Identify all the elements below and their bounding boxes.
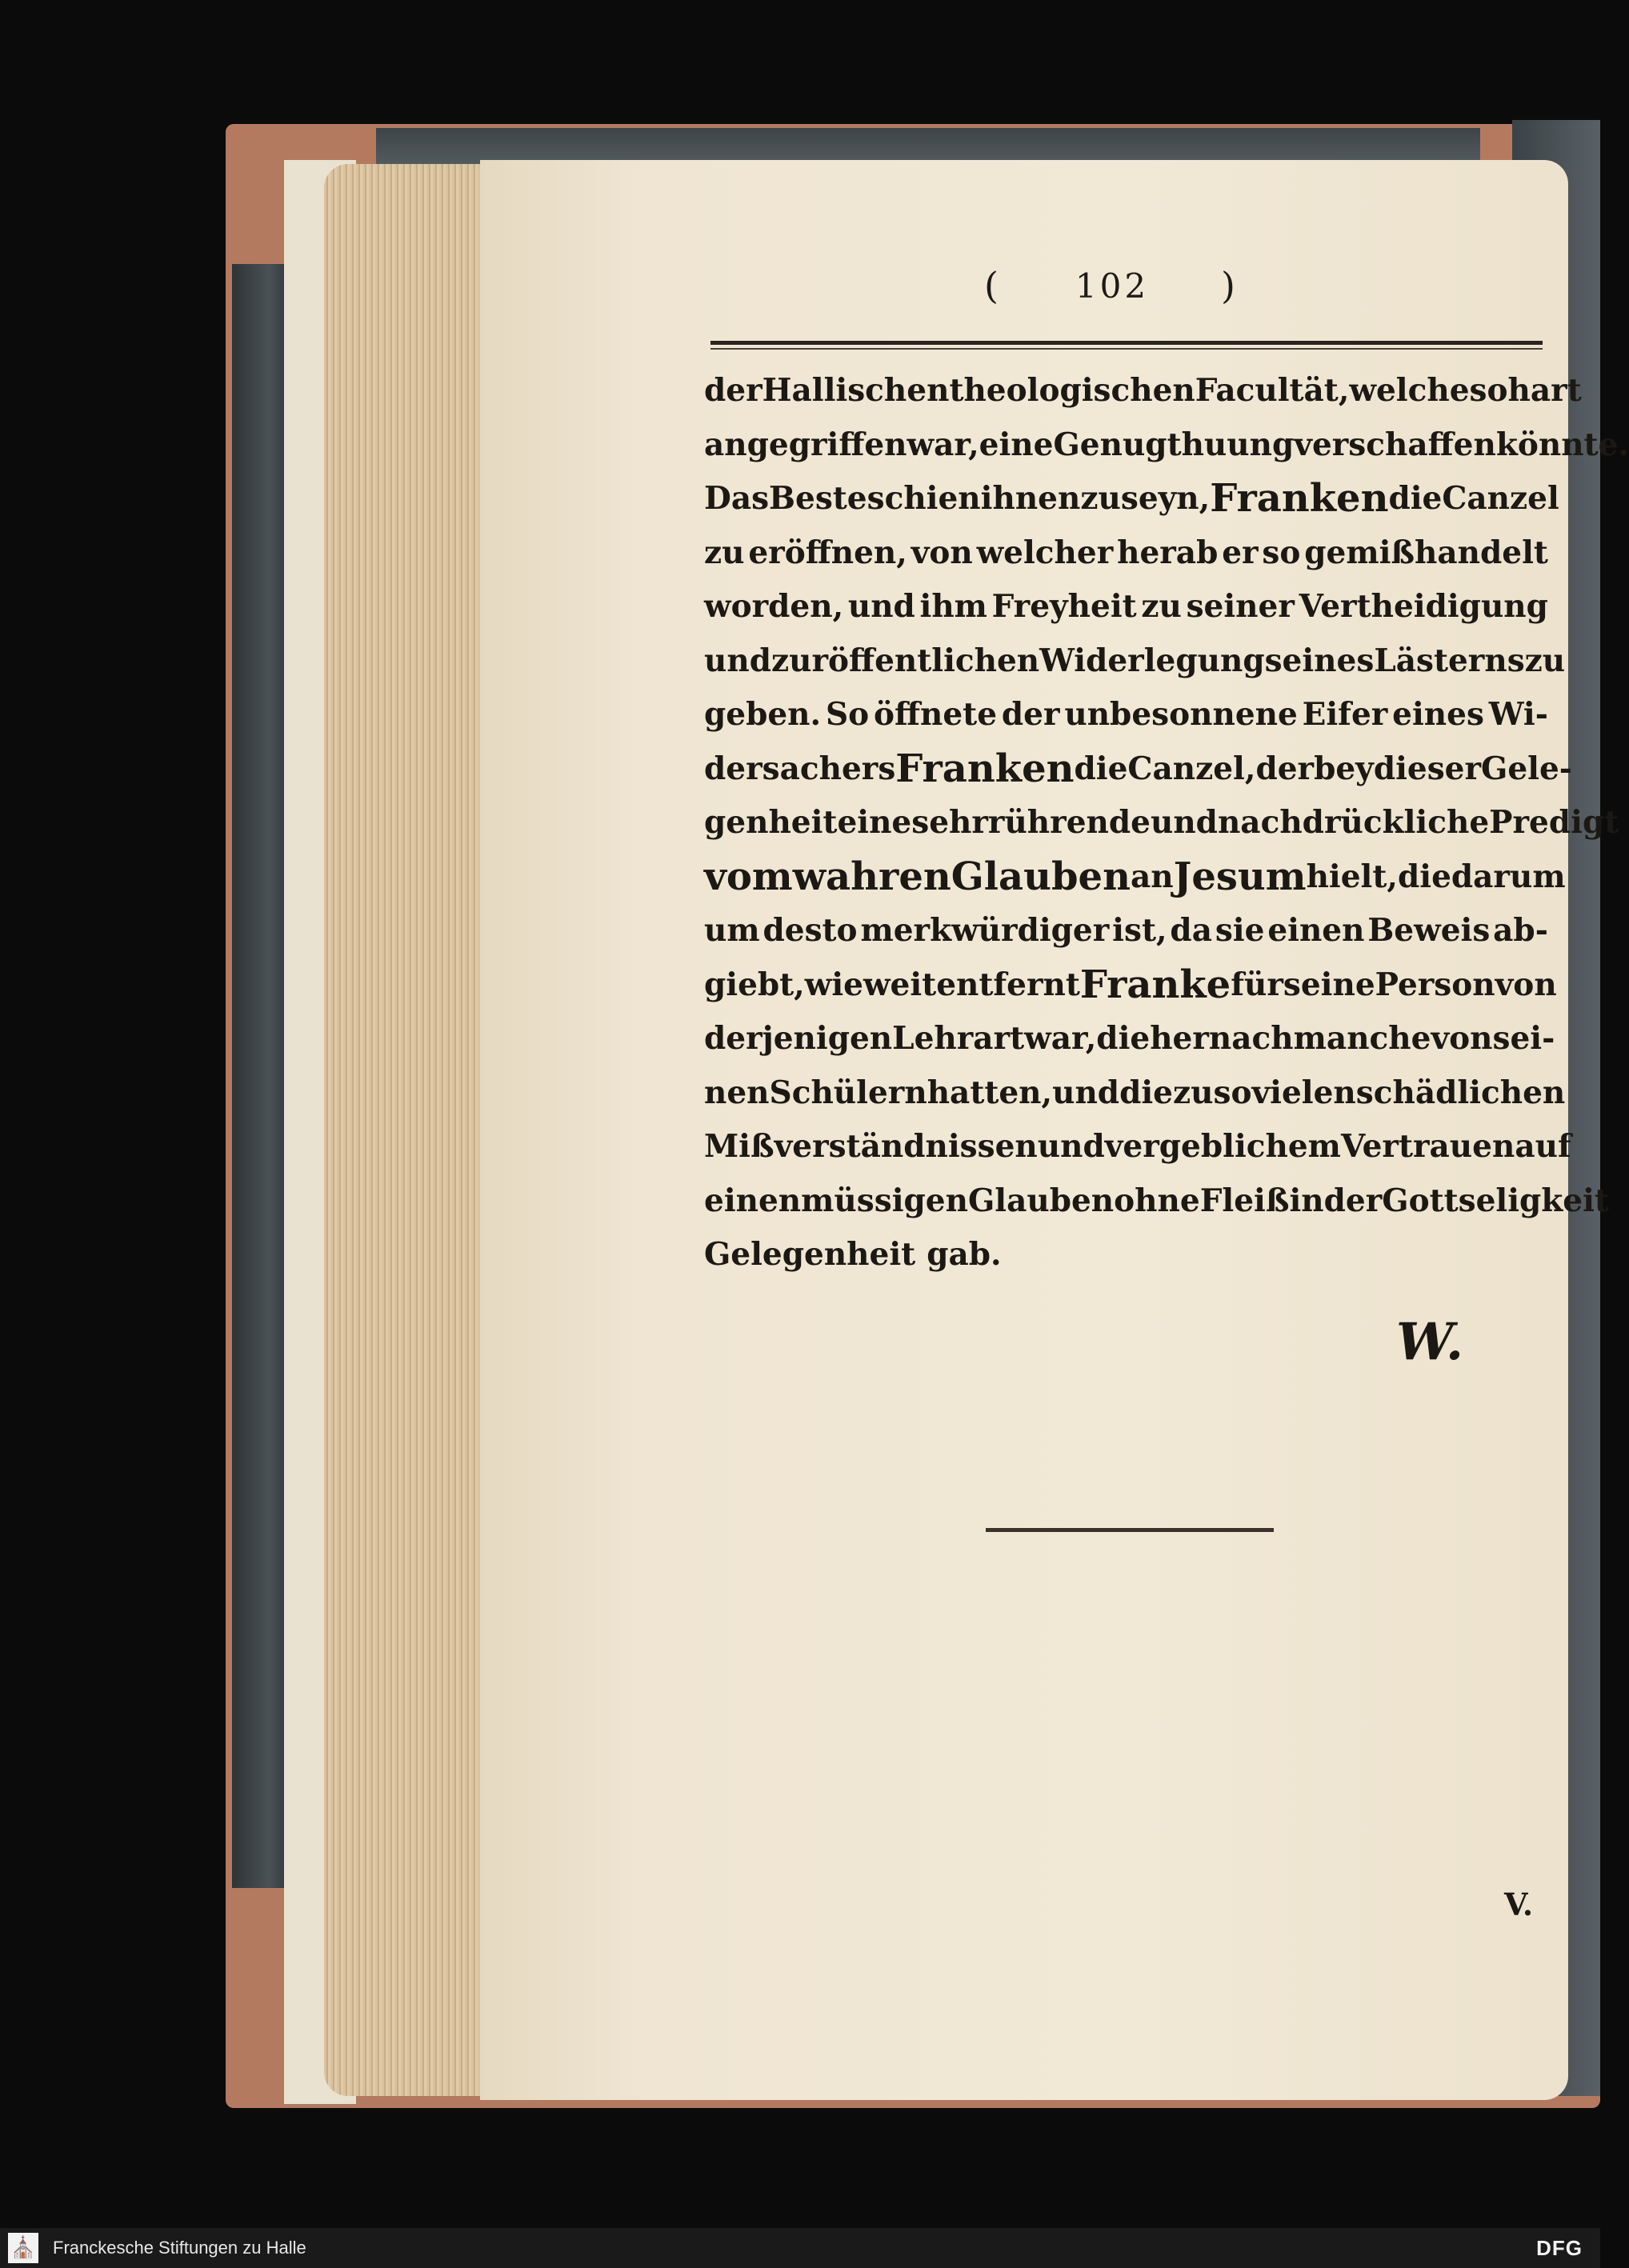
word: dersachers [704,750,896,787]
word: Freyheit [991,588,1137,625]
word: ab- [1493,912,1548,949]
word: sie [1215,912,1265,949]
word: Glauben [951,854,1131,899]
word: merkwürdiger [860,912,1110,949]
word: Vertrauen [1340,1128,1515,1165]
text-line [704,472,1559,526]
text-line [704,904,1548,958]
word: seine [1283,966,1375,1003]
word: vergeblichem [1104,1128,1341,1165]
text-line [704,1012,1555,1066]
word: Widerlegung [1039,642,1265,679]
text-line [704,688,1548,742]
text-line [704,796,1619,850]
word: einen [1267,912,1365,949]
word: worden, [704,588,844,625]
page-fore-edge [324,164,492,2096]
word: Jesum [1173,854,1307,899]
word: der [704,372,762,409]
text-line [704,1174,1609,1229]
word: gemißhandelt [1304,534,1548,571]
word: so [1469,372,1508,409]
word: zu [1172,1074,1214,1111]
word: Franken [1210,476,1389,521]
word: hart [1507,372,1582,409]
word: so [1262,534,1301,571]
word: die [1397,858,1451,895]
word: er [1222,534,1259,571]
header-paren-close: ) [1221,264,1240,307]
footer-bar [0,2228,1600,2268]
word: hernach [1150,1020,1294,1057]
word: war, [1024,1020,1097,1057]
word: Vertheidigung [1299,588,1548,625]
word: dieser [1373,750,1482,787]
word: Canzel, [1127,750,1256,787]
word: welche [1349,372,1470,409]
text-line [704,742,1572,797]
word: zu [1141,588,1182,625]
word: in [1289,1182,1324,1219]
body-text [704,364,1629,1282]
word: Wi- [1488,696,1548,733]
word: der [1001,696,1060,733]
word: manche [1293,1020,1431,1057]
word: giebt, [704,966,805,1003]
word: und [704,642,771,679]
word: Predigt [1489,804,1619,841]
text-line [704,634,1566,689]
word: der [1323,1182,1383,1219]
word: geben. [704,696,822,733]
word: gab. [927,1236,1002,1273]
word: derjenigen [704,1020,893,1057]
word: vielen [1251,1074,1356,1111]
word: und [1037,1128,1105,1165]
word: da [1170,912,1212,949]
word: die [1388,480,1443,517]
text-line [704,1120,1571,1174]
word: und [1052,1074,1120,1111]
word: Genugthuung [1053,426,1295,463]
word: So [825,696,870,733]
word: Das [704,480,770,517]
text-line [704,418,1629,473]
word: auf [1515,1128,1571,1165]
word: hielt, [1306,858,1398,895]
word: Glauben [967,1182,1115,1219]
word: unbesonnene [1064,696,1298,733]
word: Gele- [1481,750,1572,787]
word: die [1096,1020,1151,1057]
word: könnte. [1495,426,1629,463]
word: vom [704,854,793,899]
word: Eifer [1302,696,1388,733]
word: wie [804,966,863,1003]
catchword: V. [1504,1886,1534,1922]
word: entfernt [936,966,1080,1003]
word: rührende [987,804,1151,841]
word: die [1074,750,1128,787]
word: zur [770,642,829,679]
word: öffentlichen [828,642,1040,679]
word: von [1495,966,1557,1003]
institution-name: Franckesche Stiftungen zu Halle [53,2238,306,2258]
word: verschaffen [1294,426,1496,463]
word: zu [704,534,745,571]
word: seiner [1186,588,1295,625]
text-line [704,526,1548,581]
word: schien [867,480,981,517]
word: Canzel [1442,480,1559,517]
word: Gelegenheit [704,1236,916,1273]
word: Facultät, [1195,372,1350,409]
word: Franken [895,746,1075,791]
page-header [984,264,1240,307]
text-line [704,1066,1566,1121]
word: weit [863,966,937,1003]
word: ohne [1114,1182,1200,1219]
word: Beste [769,480,867,517]
word: zu [1524,642,1566,679]
word: eröffnen, [748,534,907,571]
word: eine [979,426,1054,463]
text-line [704,958,1557,1013]
text-line [704,850,1566,905]
word: für [1231,966,1283,1003]
author-signature: W. [1396,1312,1464,1372]
word: eines [1392,696,1484,733]
word: und [1150,804,1218,841]
word: sehr [911,804,988,841]
word: öffnete [873,696,998,733]
word: war, [907,426,979,463]
word: bey [1314,750,1374,787]
dfg-logo: DFG [1536,2235,1583,2260]
institution-logo-icon: ⛪ [8,2233,38,2263]
word: Gottseligkeit [1382,1182,1609,1219]
word: angegriffen [704,426,907,463]
word: einen [704,1182,802,1219]
word: desto [762,912,858,949]
word: Franke [1079,962,1231,1007]
word: eine [837,804,912,841]
word: seyn, [1120,480,1211,517]
word: die [1119,1074,1173,1111]
header-paren-open: ( [984,264,1003,307]
word: der [1255,750,1315,787]
word: Beweis [1367,912,1491,949]
word: nen [704,1074,770,1111]
word: müssigen [801,1182,968,1219]
word: Person [1375,966,1495,1003]
word: Mißverständnissen [704,1128,1038,1165]
word: welcher [976,534,1114,571]
word: um [704,912,760,949]
word: ihnen [980,480,1081,517]
word: zu [1080,480,1121,517]
section-divider [986,1528,1274,1532]
word: genheit [704,804,838,841]
word: schädlichen [1355,1074,1566,1111]
word: hatten, [927,1074,1053,1111]
word: Lästerns [1374,642,1525,679]
word: seines [1264,642,1375,679]
word: darum [1451,858,1566,895]
word: sei- [1492,1020,1555,1057]
page-number: 102 [1075,266,1150,306]
word: theologischen [949,372,1195,409]
text-line [704,580,1548,634]
word: von [911,534,973,571]
word: herab [1117,534,1219,571]
word: nachdrückliche [1217,804,1490,841]
word: Lehrart [892,1020,1025,1057]
header-rule [710,341,1543,345]
word: ihm [919,588,987,625]
word: so [1213,1074,1252,1111]
word: Fleiß [1199,1182,1290,1219]
word: von [1431,1020,1493,1057]
text-line [704,1228,1548,1282]
word: Hallischen [762,372,950,409]
text-line [704,364,1582,418]
word: und [847,588,915,625]
word: an [1130,858,1174,895]
word: wahren [792,854,951,899]
word: ist, [1112,912,1167,949]
word: Schülern [769,1074,927,1111]
